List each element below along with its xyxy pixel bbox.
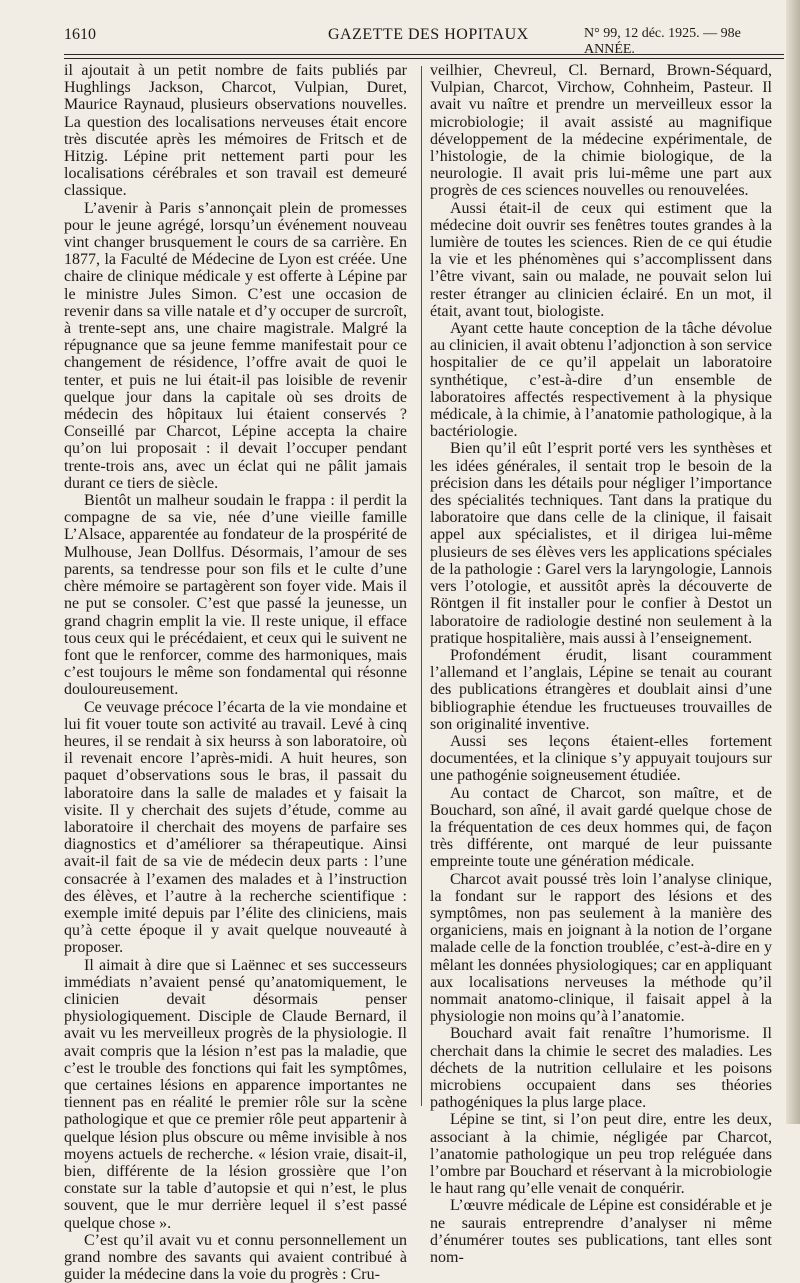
paragraph: C’est qu’il avait vu et connu personnellement un grand nombre des savants qui avaient contribué à guider la médecine dans la voie du progrès : Cru- — [64, 1231, 407, 1283]
paragraph: Ce veuvage précoce l’écarta de la vie mondaine et lui fit vouer toute son activité au travail. Levé à cinq heures, il se rendait à six heurss à son laboratoire, où il revenait encore l’après-midi. A huit heures, son paquet d’observations sous le bras, il passait du laboratoire dans la salle de malades et y faisait la visite. Il y cherchait des sujets d’étude, comme au laboratoire il cherchait des moyens de parfaire ses diagnostics et d’améliorer sa thérapeutique. Ainsi avait-il fait de sa vie de médecin deux parts : l’une consacrée à l’examen des malades et à l’instruction des élèves, et l’autre à la recherche scientifique : exemple imité depuis par l’élite des cliniciens, mais qu’à cette époque il y avait quelque nouveauté à proposer. — [64, 698, 407, 957]
paragraph: L’avenir à Paris s’annonçait plein de promesses pour le jeune agrégé, lorsqu’un événement nouveau vint changer brusquement le cours de sa carrière. En 1877, la Faculté de Médecine de Lyon est créée. Une chaire de clinique médicale y est offerte à Lépine par le ministre Jules Simon. C’est une occasion de revenir dans sa ville natale et d’y occuper de surcroît, à trente-sept ans, une chaire magistrale. Malgré la répugnance que sa jeune femme manifestait pour ce changement de résidence, l’offre avait de quoi le tenter, et puis ne lui était-il pas loisible de revenir quelque jour dans la capitale où ses droits de médecin des hôpitaux lui étaient conservés ? Conseillé par Charcot, Lépine accepta la chaire qu’on lui proposait : il devait l’occuper pendant trente-trois ans, avec un éclat qui ne pâlit jamais durant ce tiers de siècle. — [64, 199, 407, 492]
paragraph: Bouchard avait fait renaître l’humorisme. Il cherchait dans la chimie le secret des maladies. Les déchets de la nutrition cellulaire et les poisons microbiens occupaient dans ses théories pathogéniques la plus large place. — [430, 1025, 772, 1112]
paragraph: Il aimait à dire que si Laënnec et ses successeurs immédiats n’avaient pensé qu’anatomiquement, le clinicien devait désormais penser physiologiquement. Disciple de Claude Bernard, il avait vu les merveilleux progrès de la physiologie. Il avait compris que la lésion n’est pas la maladie, que c’est le trouble des fonctions qui fait les symptômes, que certaines lésions en apparence importantes ne tiennent pas en réalité le premier rôle sur la scène pathologique et que ce premier rôle peut appartenir à quelque lésion plus obscure ou même invisible à nos moyens actuels de recherche. « lésion vraie, disait-il, bien, différente de la lésion grossière que l’on constate sur la table d’autopsie et qui n’est, le plus souvent, que le mur derrière lequel il s’est passé quelque chose ». — [64, 956, 407, 1232]
page-number: 1610 — [64, 26, 96, 43]
issue-info: N° 99, 12 déc. 1925. — 98e ANNÉE. — [584, 26, 741, 57]
paragraph: Bien qu’il eût l’esprit porté vers les synthèses et les idées générales, il sentait trop le besoin de la précision dans les détails pour négliger l’importance des spécialités techniques. Tant dans la pratique du laboratoire que dans celle de la clinique, il faisait appel aux spécialistes, et il dirigea lui-même plusieurs de ses élèves vers les applications spéciales de la pathologie : Garel vers la laryngologie, Lannois vers l’otologie, et aussitôt après la découverte de Röntgen il fit installer pour le confier à Destot un laboratoire de radiologie destiné non seulement à la pratique hospitalière, mais aussi à l’enseignement. — [430, 440, 772, 647]
column-divider — [421, 66, 422, 1106]
header-rule-bottom — [64, 58, 784, 59]
right-column — [430, 62, 772, 1266]
paragraph: il ajoutait à un petit nombre de faits publiés par Hughlings Jackson, Charcot, Vulpian, Duret, Maurice Raynaud, plusieurs observations nouvelles. La question des localisations nerveuses était encore très discutée après les mémoires de Fritsch et de Hitzig. Lépine prit nettement parti pour les localisations cérébrales et son travail est demeuré classique. — [64, 62, 407, 200]
page-edge-shadow — [786, 0, 800, 1124]
running-header — [64, 26, 784, 57]
paragraph: L’œuvre médicale de Lépine est considérable et je ne saurais entreprendre d’analyser ni même d’énumérer toutes ses publications, tant elles sont nom- — [430, 1197, 772, 1267]
paragraph: Aussi ses leçons étaient-elles fortement documentées, et la clinique s’y appuyait toujours sur une pathogénie soigneusement étudiée. — [430, 732, 772, 785]
paragraph: Profondément érudit, lisant couramment l’allemand et l’anglais, Lépine se tenait au courant des publications étrangères et doublait ainsi d’une bibliographie étendue les fructueuses trouvailles de son originalité inventive. — [430, 646, 772, 733]
left-column — [64, 62, 407, 1283]
paragraph: Lépine se tint, si l’on peut dire, entre les deux, associant à la chimie, négligée par Charcot, l’anatomie pathologique un peu trop reléguée dans l’ombre par Bouchard et réservant à la microbiologie le haut rang qu’elle venait de conquérir. — [430, 1111, 772, 1198]
paragraph: Charcot avait poussé très loin l’analyse clinique, la fondant sur le rapport des lésions et des symptômes, non pas seulement à la manière des organiciens, mais en joignant à la notion de l’organe malade celle de la fonction troublée, c’est-à-dire en y mêlant les données physiologiques; car en appliquant aux localisations nerveuses la méthode qu’il nommait anatomo-clinique, il faisait appel à la physiologie non moins qu’à l’anatomie. — [430, 870, 772, 1026]
paragraph: Au contact de Charcot, son maître, et de Bouchard, son aîné, il avait gardé quelque chose de la fréquentation de ces deux hommes qui, de façon très différente, ont marqué de leur puissante empreinte toute une génération médicale. — [430, 784, 772, 871]
header-rule-top — [64, 54, 784, 55]
paragraph: Ayant cette haute conception de la tâche dévolue au clinicien, il avait obtenu l’adjonction à son service hospitalier de ce qu’il appelait un laboratoire synthétique, c’est-à-dire d’un ensemble de laboratoires affectés respectivement à la physique médicale, à la chimie, à l’anatomie pathologique, à la bactériologie. — [430, 320, 772, 441]
journal-title: GAZETTE DES HOPITAUX — [328, 26, 529, 43]
paragraph: Aussi était-il de ceux qui estiment que la médecine doit ouvrir ses fenêtres toutes grandes à la lumière de toutes les sciences. Rien de ce qui étudie la vie et les phénomènes qui s’accomplissent dans l’être vivant, sain ou malade, ne pouvait selon lui rester étranger au clinicien éclairé. En un mot, il était, avant tout, biologiste. — [430, 199, 772, 320]
paragraph: veilhier, Chevreul, Cl. Bernard, Brown-Séquard, Vulpian, Charcot, Virchow, Cohnheim, Pasteur. Il avait vu naître et prendre un merveilleux essor la microbiologie; il avait assisté au magnifique développement de la médecine expérimentale, de l’histologie, de la chimie biologique, de la neurologie. Il avait pris lui-même une part aux progrès de ces sciences nouvelles ou renouvelées. — [430, 62, 772, 200]
paragraph: Bientôt un malheur soudain le frappa : il perdit la compagne de sa vie, née d’une vieille famille L’Alsace, apparentée au fondateur de la prospérité de Mulhouse, Jean Dollfus. Désormais, l’amour de ses parents, sa tendresse pour son fils et le culte d’une chère mémoire se partagèrent son foyer vide. Mais il ne put se consoler. C’est que passé la jeunesse, un grand chagrin emplit la vie. Il reste unique, il efface tous ceux qui le précédaient, et ceux qui le suivent ne font que le renforcer, comme des harmoniques, mais c’est toujours le même son fondamental qui résonne douloureusement. — [64, 492, 407, 699]
